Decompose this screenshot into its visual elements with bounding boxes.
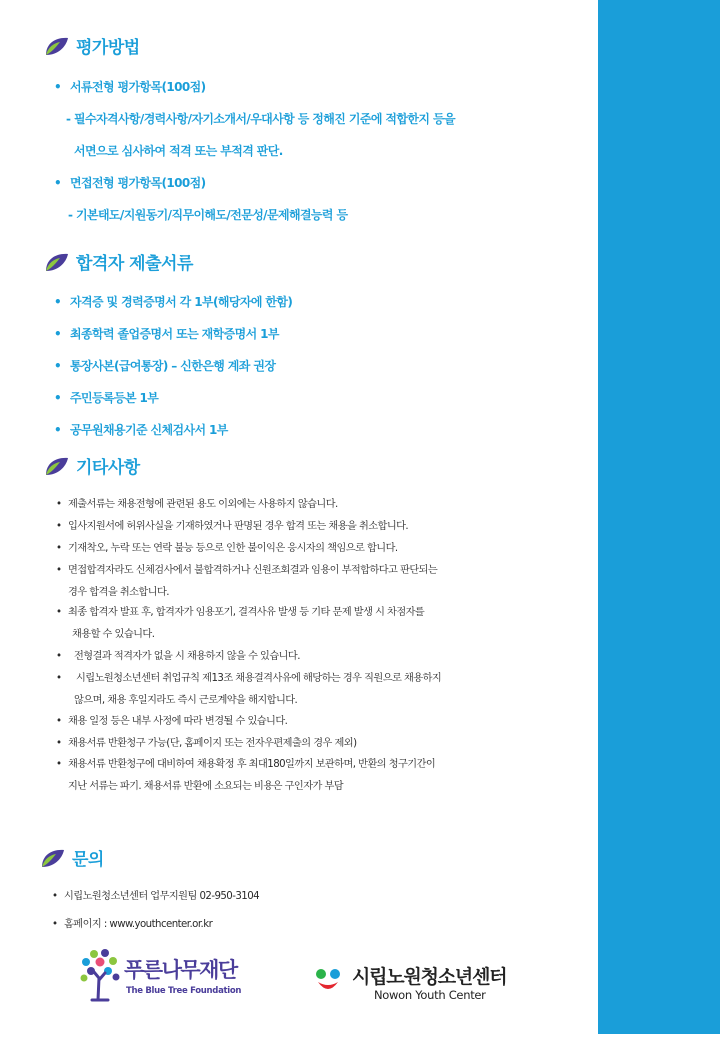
leaf-icon xyxy=(40,847,66,869)
list-item: • 입사지원서에 허위사실을 기재하였거나 판명된 경우 합격 또는 채용을 취소합니다. xyxy=(56,521,409,532)
list-item: • 최종학력 졸업증명서 또는 재학증명서 1부 xyxy=(54,327,279,341)
section-header-documents xyxy=(44,249,193,274)
list-item: 경우 합격을 취소합니다. xyxy=(68,587,169,598)
section-title: 평가방법 xyxy=(76,38,140,58)
list-item: - 필수자격사항/경력사항/자기소개서/우대사항 등 정해진 기준에 적합한지 등을 xyxy=(66,112,455,126)
bluetree-logo xyxy=(78,948,258,1006)
section-title: 기타사항 xyxy=(76,458,140,478)
bluetree-name-ko: 푸른나무재단 xyxy=(124,958,237,982)
contact-phone: • 시립노원청소년센터 업무지원팀 02-950-3104 xyxy=(52,891,260,902)
list-item: • 서류전형 평가항목(100점) xyxy=(54,80,206,94)
list-item: • 제출서류는 채용전형에 관련된 용도 이외에는 사용하지 않습니다. xyxy=(56,499,338,510)
bluetree-name-en: The Blue Tree Foundation xyxy=(126,986,242,996)
section-header-evaluation xyxy=(44,33,140,58)
nowon-name-ko: 시립노원청소년센터 xyxy=(352,966,507,988)
list-item: • 면접전형 평가항목(100점) xyxy=(54,176,206,190)
leaf-icon xyxy=(44,35,70,57)
list-item: • 주민등록등본 1부 xyxy=(54,391,159,405)
list-item: • 전형결과 적격자가 없을 시 채용하지 않을 수 있습니다. xyxy=(56,651,300,662)
list-item: • 채용서류 반환청구에 대비하여 채용확정 후 최대180일까지 보관하며, 반환의 청구기간이 xyxy=(56,759,436,770)
list-item: • 기재착오, 누락 또는 연락 불능 등으로 인한 불이익은 응시자의 책임으로 합니다. xyxy=(56,543,398,554)
section-title: 문의 xyxy=(72,850,104,870)
list-item: - 기본태도/지원동기/직무이해도/전문성/문제해결능력 등 xyxy=(68,208,348,222)
leaf-icon xyxy=(44,455,70,477)
list-item: 않으며, 채용 후일지라도 즉시 근로계약을 해지합니다. xyxy=(74,695,298,706)
list-item: • 면접합격자라도 신체검사에서 불합격하거나 신원조회결과 임용이 부적합하다고 판단되는 xyxy=(56,565,438,576)
section-header-contact xyxy=(40,845,104,870)
list-item: 서면으로 심사하여 적격 또는 부적격 판단. xyxy=(74,144,283,158)
list-item: • 통장사본(급여통장) – 신한은행 계좌 권장 xyxy=(54,359,276,373)
list-item: • 채용 일정 등은 내부 사정에 따라 변경될 수 있습니다. xyxy=(56,716,288,727)
list-item: • 시립노원청소년센터 취업규칙 제13조 채용결격사유에 해당하는 경우 직원으로 채용하지 xyxy=(56,673,442,684)
side-color-bar xyxy=(598,0,720,1034)
list-item: • 공무원채용기준 신체검사서 1부 xyxy=(54,423,228,437)
tree-logo-icon xyxy=(78,948,122,1002)
contact-homepage: • 홈페이지 : www.youthcenter.or.kr xyxy=(52,919,213,930)
list-item: • 최종 합격자 발표 후, 합격자가 임용포기, 결격사유 발생 등 기타 문제 발생 시 차점자를 xyxy=(56,607,425,618)
section-header-etc xyxy=(44,453,140,478)
nowon-logo xyxy=(314,962,524,1004)
list-item: • 자격증 및 경력증명서 각 1부(해당자에 한함) xyxy=(54,295,293,309)
nowon-name-en: Nowon Youth Center xyxy=(374,988,486,1002)
list-item: 지난 서류는 파기. 채용서류 반환에 소요되는 비용은 구인자가 부담 xyxy=(68,781,344,792)
leaf-icon xyxy=(44,251,70,273)
nowon-logo-icon xyxy=(314,966,342,994)
list-item: 채용할 수 있습니다. xyxy=(72,629,155,640)
section-title: 합격자 제출서류 xyxy=(76,254,193,274)
list-item: • 채용서류 반환청구 가능(단, 홈페이지 또는 전자우편제출의 경우 제외) xyxy=(56,738,357,749)
